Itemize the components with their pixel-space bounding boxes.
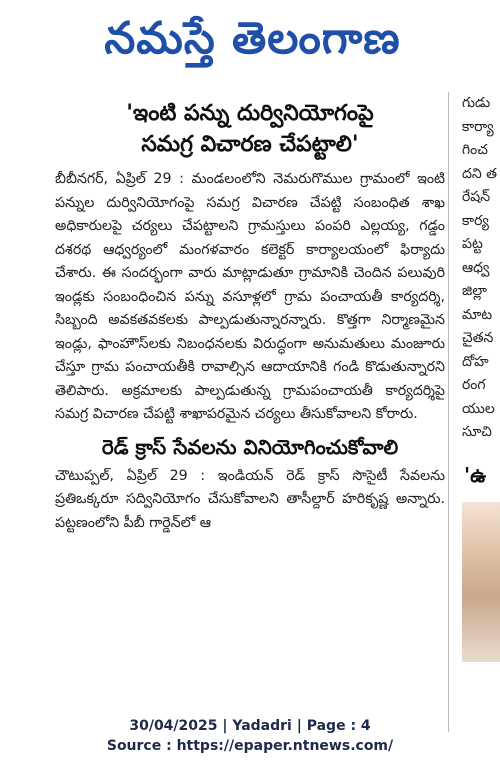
article2-headline: రెడ్ క్రాస్ సేవలను వినియోగించుకోవాలి xyxy=(101,434,399,459)
page-footer xyxy=(0,716,500,756)
adjacent-article-column xyxy=(458,92,500,732)
adjacent-line: మాట xyxy=(462,306,493,323)
adjacent-line: ఆధ్వ xyxy=(462,259,490,276)
adjacent-line: జిల్లా xyxy=(462,283,487,299)
article1-headline-line1: 'ఇంటి పన్ను దుర్వినియోగంపై xyxy=(126,101,374,126)
footer-source: Source : https://epaper.ntnews.com/ xyxy=(106,738,394,754)
adjacent-line: రేషన్ xyxy=(462,189,491,205)
adjacent-line: పట్ట xyxy=(462,236,483,252)
adjacent-line: గించ xyxy=(462,142,488,158)
article1-body: బీబీనగర్, ఏప్రిల్ 29 : మండలంలోని నెమరుగొముల గ్రామంలో ఇంటి పన్నుల దుర్వినియోగంపై సమగ్ర విచారణ చేపట్టి సంబంధిత శాఖ అధికారులపై చర్యలు చేపట్టాలని గ్రామస్తులు పంపరి ఎల్లయ్య, గడ్డం దశరథ ఆధ్వర్యంలో మంగళవారం కలెక్టర్ కార్యాలయంలో ఫిర్యాదు చేశారు. ఈ సందర్భంగా వారు మాట్లాడుతూ గ్రామానికి చెందిన పలువురి ఇండ్లకు సంబంధించిన పన్ను వసూళ్లలో గ్రామ పంచాయతీ కార్యదర్శి, సిబ్బంది అవకతవకలకు పాల్పడుతున్నారన్నారు. కొత్తగా నిర్మాణమైన ఇండ్లు, ఫాంహౌస్‌లకు నిబంధనలకు విరుద్ధంగా అనుమతులు మంజూరు చేస్తూ గ్రామ పంచాయతీకి రావాల్సిన ఆదాయానికి గండి కొడుతున్నారని తెలిపారు. అక్రమాలకు పాల్పడుతున్న గ్రామపంచాయతీ కార్యదర్శిపై సమగ్ర విచారణ చేపట్టి శాఖాపరమైన చర్యలు తీసుకోవాలని కోరారు. xyxy=(55,171,445,422)
newspaper-masthead: నమస్తే తెలంగాణ xyxy=(104,13,401,64)
adjacent-line: చైతన xyxy=(462,330,494,346)
adjacent-line: గుడు xyxy=(462,95,491,111)
adjacent-line: రంగ xyxy=(462,377,486,393)
main-article-column xyxy=(55,92,445,757)
article1-headline xyxy=(55,98,445,160)
adjacent-line: దోహ xyxy=(462,353,489,370)
adjacent-headline-fragment: 'ఉ xyxy=(464,462,487,487)
adjacent-line: యుల xyxy=(462,400,495,417)
article1-headline-line2: సమగ్ర విచారణ చేపట్టాలి' xyxy=(141,132,359,157)
column-divider xyxy=(448,92,449,732)
adjacent-line: కార్య xyxy=(462,212,489,229)
adjacent-line: సూచి xyxy=(462,424,492,440)
article2-body: చౌటుప్పల్, ఏప్రిల్ 29 : ఇండియన్ రెడ్ క్రాస్ సొసైటీ సేవలను ప్రతిఒక్కరూ సద్వినియోగం చేసుకోవాలని తాసీల్దార్ హరికృష్ణ అన్నారు. పట్టణంలోని పీబీ గార్డెన్‌లో ఆ xyxy=(55,467,445,531)
footer-date-edition: 30/04/2025 | Yadadri | Page : 4 xyxy=(129,718,371,734)
adjacent-line: కార్యా xyxy=(462,118,494,135)
adjacent-line: దని త xyxy=(462,165,498,182)
news-photo xyxy=(462,502,500,662)
